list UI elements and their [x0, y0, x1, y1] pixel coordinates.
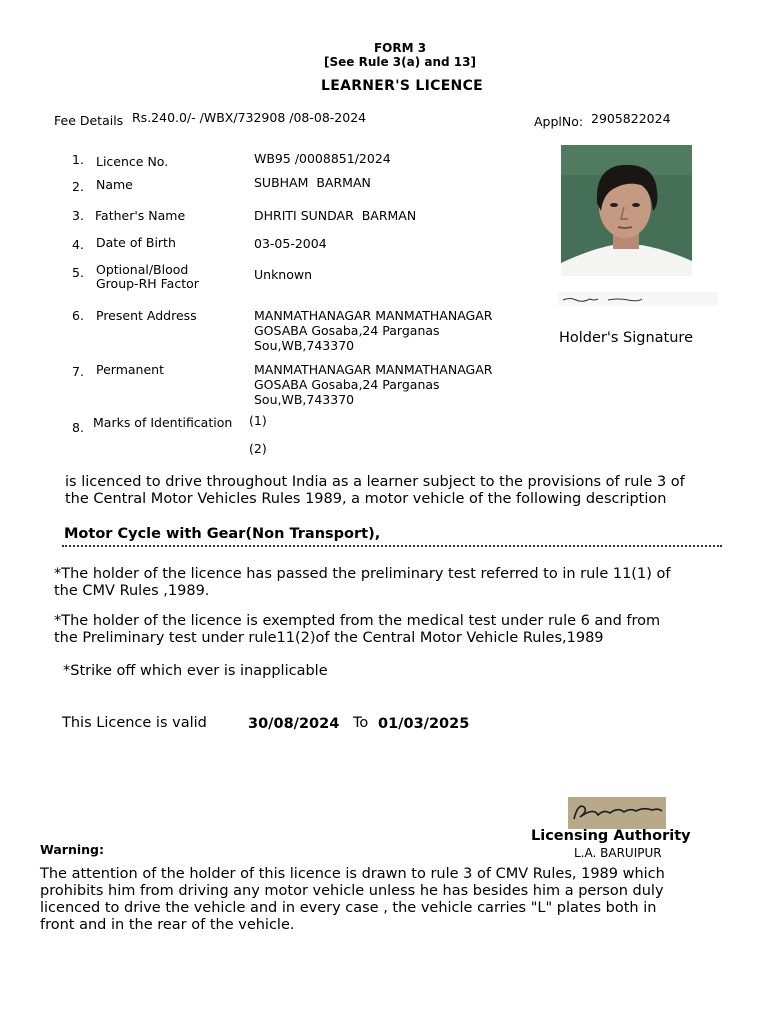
field-number: 2.: [72, 179, 84, 194]
licence-statement-line1: is licenced to drive throughout India as a learner subject to the provisions of rule 3 of: [65, 474, 685, 490]
strike-off-note: *Strike off which ever is inapplicable: [63, 663, 328, 679]
permanent-address-line3: Sou,WB,743370: [254, 392, 355, 407]
dotted-divider: [62, 545, 722, 547]
exempted-line1: *The holder of the licence is exempted from the medical test under rule 6 and from: [54, 613, 661, 629]
name-value: SUBHAM BARMAN: [254, 175, 371, 190]
warning-text: [40, 866, 740, 934]
identification-mark-2: (2): [249, 441, 267, 456]
authority-signature-image: [568, 797, 666, 829]
warning-line4: front and in the rear of the vehicle.: [40, 917, 295, 933]
field-number: 8.: [72, 420, 84, 435]
licensing-authority-title: Licensing Authority: [531, 828, 691, 844]
passed-test-line1: *The holder of the licence has passed the preliminary test referred to in rule 11(1) of: [54, 566, 671, 582]
licensing-authority-office: L.A. BARUIPUR: [574, 846, 662, 860]
present-address-line3: Sou,WB,743370: [254, 338, 355, 353]
name-label: Name: [96, 177, 133, 192]
appl-no-label: ApplNo:: [534, 114, 584, 129]
fathers-name-value: DHRITI SUNDAR BARMAN: [254, 208, 417, 223]
date-of-birth-value: 03-05-2004: [254, 236, 327, 251]
field-number: 6.: [72, 308, 84, 323]
vehicle-class: Motor Cycle with Gear(Non Transport),: [64, 526, 381, 542]
holder-signature-label: Holder's Signature: [559, 330, 693, 346]
warning-line1: The attention of the holder of this licence is drawn to rule 3 of CMV Rules, 1989 which: [40, 866, 665, 882]
form-number: FORM 3: [373, 41, 427, 55]
field-number: 1.: [72, 152, 84, 167]
exempted-line2: the Preliminary test under rule11(2)of the Central Motor Vehicle Rules,1989: [54, 630, 604, 646]
field-number: 4.: [72, 237, 84, 252]
validity-to-label: To: [353, 715, 369, 731]
valid-to-date: 01/03/2025: [378, 716, 470, 732]
blood-group-value: Unknown: [254, 267, 313, 282]
holder-photo: [561, 145, 692, 276]
authority-signature-icon: [568, 797, 666, 829]
licence-no-value: WB95 /0008851/2024: [254, 151, 391, 166]
appl-no-value: 2905822024: [591, 111, 671, 126]
licence-statement: [65, 474, 745, 508]
licence-no-label: Licence No.: [96, 154, 169, 169]
fathers-name-label: Father's Name: [95, 208, 186, 223]
holder-signature-image: [558, 292, 718, 306]
document-title: LEARNER'S LICENCE: [320, 78, 484, 94]
holder-photo-portrait: [561, 145, 692, 276]
field-number: 3.: [72, 208, 84, 223]
present-address-label: Present Address: [96, 308, 197, 323]
marks-of-identification-label: Marks of Identification: [93, 415, 233, 430]
see-rule-reference: [See Rule 3(a) and 13]: [324, 55, 476, 69]
present-address-line1: MANMATHANAGAR MANMATHANAGAR: [254, 308, 493, 323]
warning-label: Warning:: [40, 842, 104, 857]
fee-details-label: Fee Details: [54, 113, 124, 128]
exempted-note: [54, 613, 744, 647]
blood-group-label-line2: Group-RH Factor: [96, 276, 199, 291]
blood-group-label-line1: Optional/Blood: [96, 262, 189, 277]
fee-details-value: Rs.240.0/- /WBX/732908 /08-08-2024: [132, 110, 367, 125]
field-number: 7.: [72, 364, 84, 379]
passed-test-note: [54, 566, 744, 600]
date-of-birth-label: Date of Birth: [96, 235, 176, 250]
valid-from-date: 30/08/2024: [248, 716, 340, 732]
warning-line3: licenced to drive the vehicle and in every case , the vehicle carries "L" plates both in: [40, 900, 657, 916]
licence-statement-line2: the Central Motor Vehicles Rules 1989, a motor vehicle of the following description: [65, 491, 667, 507]
warning-line2: prohibits him from driving any motor vehicle unless he has besides him a person duly: [40, 883, 664, 899]
permanent-address-line2: GOSABA Gosaba,24 Parganas: [254, 377, 440, 392]
field-number: 5.: [72, 265, 84, 280]
present-address-line2: GOSABA Gosaba,24 Parganas: [254, 323, 440, 338]
permanent-address-label: Permanent: [96, 362, 164, 377]
validity-label: This Licence is valid: [62, 715, 207, 731]
passed-test-line2: the CMV Rules ,1989.: [54, 583, 210, 599]
permanent-address-line1: MANMATHANAGAR MANMATHANAGAR: [254, 362, 493, 377]
identification-mark-1: (1): [249, 413, 267, 428]
